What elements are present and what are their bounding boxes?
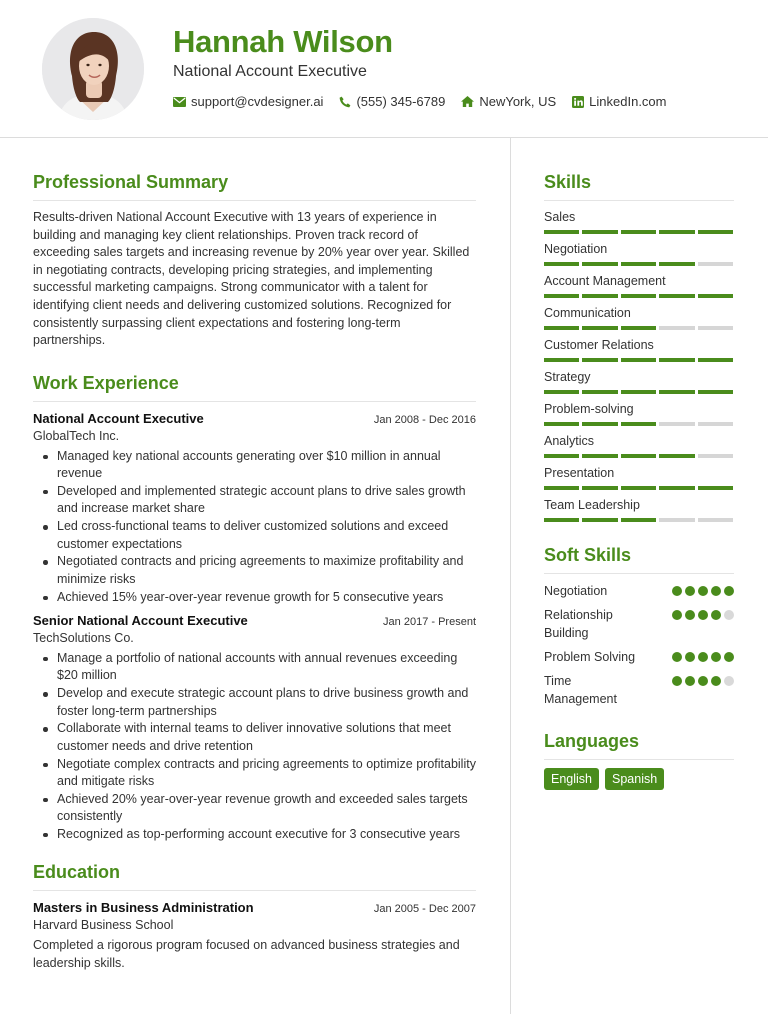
skill-item <box>544 401 734 426</box>
soft-skill-name: Time Management <box>544 674 617 706</box>
skill-item <box>544 337 734 362</box>
skill-level-bar <box>544 230 733 234</box>
soft-skills-list <box>544 582 734 708</box>
rating-dot <box>698 676 708 686</box>
skill-item <box>544 369 734 394</box>
job-entry <box>33 410 476 606</box>
job-bullet: Negotiate complex contracts and pricing agreements to optimize profitability and mitigate risks <box>57 756 476 791</box>
soft-skill-item <box>544 672 734 708</box>
skill-name: Presentation <box>544 466 615 480</box>
skill-level-segment <box>659 262 694 266</box>
skill-name: Team Leadership <box>544 498 640 512</box>
skill-level-segment <box>544 230 579 234</box>
skill-level-segment <box>659 326 694 330</box>
skill-level-segment <box>582 294 617 298</box>
job-header <box>33 612 476 630</box>
profile-photo-illustration <box>42 18 144 120</box>
skill-level-segment <box>698 230 733 234</box>
soft-skill-rating <box>672 582 734 596</box>
rating-dot <box>724 610 734 620</box>
job-bullets <box>33 650 476 843</box>
skill-level-segment <box>621 422 656 426</box>
profile-photo <box>42 18 144 120</box>
skill-level-segment <box>582 358 617 362</box>
rating-dot <box>724 652 734 662</box>
skill-level-segment <box>582 454 617 458</box>
skill-level-segment <box>659 294 694 298</box>
skill-name: Problem-solving <box>544 402 634 416</box>
skill-level-segment <box>698 422 733 426</box>
soft-skill-name: Negotiation <box>544 584 608 598</box>
contact-email-text: support@cvdesigner.ai <box>191 94 324 109</box>
contact-phone-text: (555) 345-6789 <box>356 94 446 109</box>
skill-level-segment <box>698 326 733 330</box>
rating-dot <box>685 652 695 662</box>
skill-level-segment <box>621 230 656 234</box>
skill-item <box>544 433 734 458</box>
column-divider <box>510 138 511 1014</box>
rating-dot <box>672 610 682 620</box>
skill-level-segment <box>582 518 617 522</box>
skill-name: Customer Relations <box>544 338 654 352</box>
skills-section <box>544 171 734 522</box>
job-bullet: Collaborate with internal teams to deliver innovative solutions that meet customer needs and drive retention <box>57 720 476 755</box>
job-header <box>33 410 476 428</box>
skill-level-bar <box>544 518 733 522</box>
rating-dot <box>711 676 721 686</box>
soft-skill-rating <box>672 648 734 662</box>
skill-level-bar <box>544 422 733 426</box>
job-bullet: Managed key national accounts generating over $10 million in annual revenue <box>57 448 476 483</box>
rating-dot <box>685 676 695 686</box>
contact-row <box>173 94 683 109</box>
skill-level-bar <box>544 326 733 330</box>
skill-level-segment <box>659 454 694 458</box>
skill-level-segment <box>582 390 617 394</box>
rating-dot <box>672 586 682 596</box>
skill-item <box>544 273 734 298</box>
skill-level-segment <box>621 358 656 362</box>
soft-skills-section <box>544 544 734 708</box>
skill-name: Communication <box>544 306 631 320</box>
skill-level-segment <box>698 518 733 522</box>
languages-list <box>544 768 734 790</box>
skill-level-segment <box>698 358 733 362</box>
job-dates: Jan 2017 - Present <box>383 615 476 628</box>
skill-level-segment <box>621 518 656 522</box>
resume-header <box>0 0 768 138</box>
skill-level-bar <box>544 358 733 362</box>
job-bullet: Achieved 20% year-over-year revenue growth and exceeded sales targets consistently <box>57 791 476 826</box>
skills-list <box>544 209 734 522</box>
skill-name: Sales <box>544 210 576 224</box>
soft-skill-item <box>544 582 734 600</box>
skill-name: Account Management <box>544 274 666 288</box>
contact-linkedin[interactable] <box>572 94 666 109</box>
skill-level-segment <box>582 262 617 266</box>
skill-level-segment <box>621 390 656 394</box>
rating-dot <box>685 586 695 596</box>
rating-dot <box>711 652 721 662</box>
skill-level-segment <box>659 390 694 394</box>
skill-level-segment <box>698 294 733 298</box>
main-column <box>33 138 476 979</box>
skills-heading: Skills <box>544 171 734 201</box>
skill-level-segment <box>659 230 694 234</box>
skill-level-bar <box>544 390 733 394</box>
skill-level-segment <box>544 326 579 330</box>
contact-phone[interactable] <box>339 94 445 109</box>
job-role: National Account Executive <box>33 410 204 426</box>
education-entry <box>33 899 476 972</box>
skill-level-segment <box>544 390 579 394</box>
rating-dot <box>711 586 721 596</box>
professional-summary-heading: Professional Summary <box>33 171 476 201</box>
skill-item <box>544 209 734 234</box>
rating-dot <box>698 610 708 620</box>
skill-name: Negotiation <box>544 242 608 256</box>
job-bullet: Manage a portfolio of national accounts with annual revenues exceeding $20 million <box>57 650 476 685</box>
education-school: Harvard Business School <box>33 918 174 933</box>
work-experience-heading: Work Experience <box>33 372 476 402</box>
skill-level-segment <box>544 422 579 426</box>
education-degree: Masters in Business Administration <box>33 900 254 916</box>
languages-heading: Languages <box>544 730 734 760</box>
job-bullet: Recognized as top-performing account executive for 3 consecutive years <box>57 826 476 843</box>
skill-level-segment <box>544 294 579 298</box>
education-description: Completed a rigorous program focused on advanced business strategies and leadership skills. <box>33 938 460 970</box>
soft-skill-name: Problem Solving <box>544 650 636 664</box>
job-bullet: Developed and implemented strategic account plans to drive sales growth and increase market share <box>57 483 476 518</box>
skill-level-segment <box>698 454 733 458</box>
skill-level-segment <box>698 486 733 490</box>
contact-location-text: NewYork, US <box>479 94 557 109</box>
skill-level-segment <box>621 454 656 458</box>
rating-dot <box>672 676 682 686</box>
contact-location[interactable] <box>461 94 556 109</box>
rating-dot <box>672 652 682 662</box>
sidebar-column <box>544 138 734 790</box>
rating-dot <box>685 610 695 620</box>
skill-name: Strategy <box>544 370 591 384</box>
education-heading: Education <box>33 861 476 891</box>
skill-level-segment <box>621 262 656 266</box>
education-dates: Jan 2005 - Dec 2007 <box>373 903 476 916</box>
education-header <box>33 899 476 917</box>
linkedin-icon <box>572 96 584 108</box>
skill-level-segment <box>621 486 656 490</box>
skill-item <box>544 305 734 330</box>
skill-item <box>544 497 734 522</box>
work-experience-section <box>33 372 476 844</box>
skill-level-segment <box>659 422 694 426</box>
skill-level-segment <box>544 262 579 266</box>
soft-skill-name: Relationship Building <box>544 608 613 640</box>
skill-level-segment <box>544 358 579 362</box>
skill-level-segment <box>621 294 656 298</box>
skill-level-segment <box>698 262 733 266</box>
skill-level-segment <box>582 326 617 330</box>
soft-skill-item <box>544 648 734 666</box>
soft-skill-rating <box>672 606 734 620</box>
language-badge: English <box>544 768 599 790</box>
soft-skill-item <box>544 606 734 642</box>
job-dates: Jan 2008 - Dec 2016 <box>373 413 476 426</box>
contact-linkedin-text: LinkedIn.com <box>589 94 667 109</box>
professional-summary-section <box>33 171 476 350</box>
skill-level-segment <box>582 230 617 234</box>
candidate-title: National Account Executive <box>173 63 367 80</box>
skill-level-segment <box>659 518 694 522</box>
skill-level-bar <box>544 294 733 298</box>
skill-level-segment <box>698 390 733 394</box>
rating-dot <box>724 586 734 596</box>
candidate-name: Hannah Wilson <box>173 24 393 59</box>
education-section <box>33 861 476 972</box>
envelope-icon <box>173 97 186 107</box>
skill-level-segment <box>582 422 617 426</box>
rating-dot <box>724 676 734 686</box>
job-bullet: Negotiated contracts and pricing agreements to maximize profitability and minimize risks <box>57 553 476 588</box>
skill-level-segment <box>544 486 579 490</box>
job-bullet: Led cross-functional teams to deliver customized solutions and exceed customer expectations <box>57 518 476 553</box>
job-role: Senior National Account Executive <box>33 612 248 628</box>
skill-level-bar <box>544 454 733 458</box>
phone-icon <box>339 96 351 108</box>
job-entry <box>33 612 476 843</box>
skill-level-segment <box>544 454 579 458</box>
job-company: TechSolutions Co. <box>33 630 134 645</box>
soft-skills-heading: Soft Skills <box>544 544 734 574</box>
skill-level-segment <box>659 358 694 362</box>
rating-dot <box>711 610 721 620</box>
skill-level-bar <box>544 262 733 266</box>
skill-level-bar <box>544 486 733 490</box>
language-badge: Spanish <box>605 768 664 790</box>
skill-level-segment <box>544 518 579 522</box>
skill-level-segment <box>659 486 694 490</box>
rating-dot <box>698 586 708 596</box>
job-bullet: Develop and execute strategic account plans to drive business growth and foster long-term partnerships <box>57 685 476 720</box>
skill-level-segment <box>621 326 656 330</box>
languages-section <box>544 730 734 790</box>
skill-item <box>544 241 734 266</box>
contact-email[interactable] <box>173 94 323 109</box>
job-bullet: Achieved 15% year-over-year revenue growth for 5 consecutive years <box>57 589 476 606</box>
soft-skill-rating <box>672 672 734 686</box>
job-company: GlobalTech Inc. <box>33 428 120 443</box>
skill-level-segment <box>582 486 617 490</box>
skill-item <box>544 465 734 490</box>
job-bullets <box>33 448 476 606</box>
professional-summary-text: Results-driven National Account Executive with 13 years of experience in building and managing key client relationships. Proven track record of exceeding sales targets and increasing revenue by 20% year over year. Skilled in negotiating contracts, developing pricing strategies, and implementing successful marketing campaigns. Strong communicator with a talent for identifying client needs and delivering customized solutions. Recognized for consistently surpassing client expectations and fostering long-term partnerships. <box>33 210 470 348</box>
rating-dot <box>698 652 708 662</box>
home-icon <box>461 96 474 107</box>
skill-name: Analytics <box>544 434 595 448</box>
